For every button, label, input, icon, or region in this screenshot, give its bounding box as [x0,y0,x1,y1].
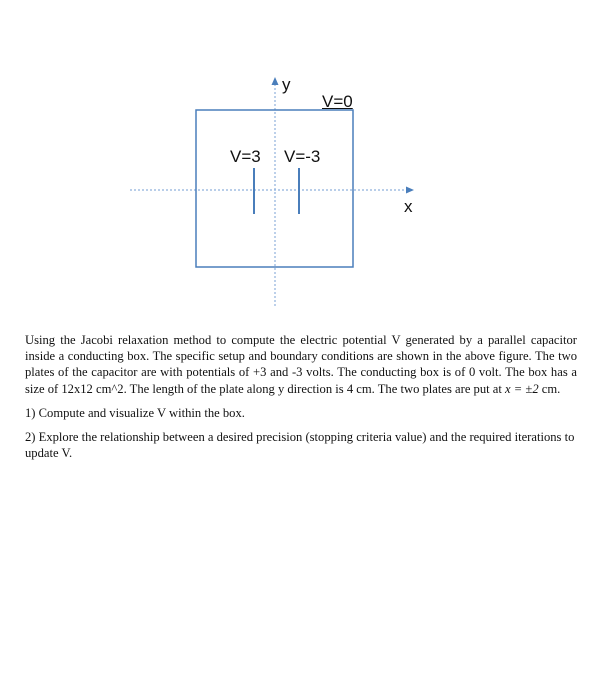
right-plate-label: V=-3 [284,147,321,166]
x-axis-arrowhead [406,187,414,194]
task-1: 1) Compute and visualize V within the box. [25,405,245,420]
problem-intro-text: Using the Jacobi relaxation method to compute the electric potential V generated by a parallel capacitor inside a conducting box. The specific setup and boundary conditions are shown in the above figure. The two plates of the capacitor are with potentials of +3 and -3 volts. The conducting box is of 0 volt. The box has a size of 12x12 cm^2. The length of the plate along y direction is 4 cm. The two plates are put at [25,333,577,396]
left-plate-label: V=3 [230,147,261,166]
capacitor-figure [0,0,604,320]
y-axis-arrowhead [272,77,279,85]
box-potential-label: V=0 [322,92,353,111]
plate-position-math: x = ±2 [505,381,539,396]
x-axis-label: x [404,197,413,216]
problem-statement [25,332,577,469]
problem-intro-end: cm. [538,381,561,396]
problem-intro [25,332,577,397]
task-2: 2) Explore the relationship between a desired precision (stopping criteria value) and the required iterations to update V. [25,430,575,461]
y-axis-label: y [282,75,291,94]
